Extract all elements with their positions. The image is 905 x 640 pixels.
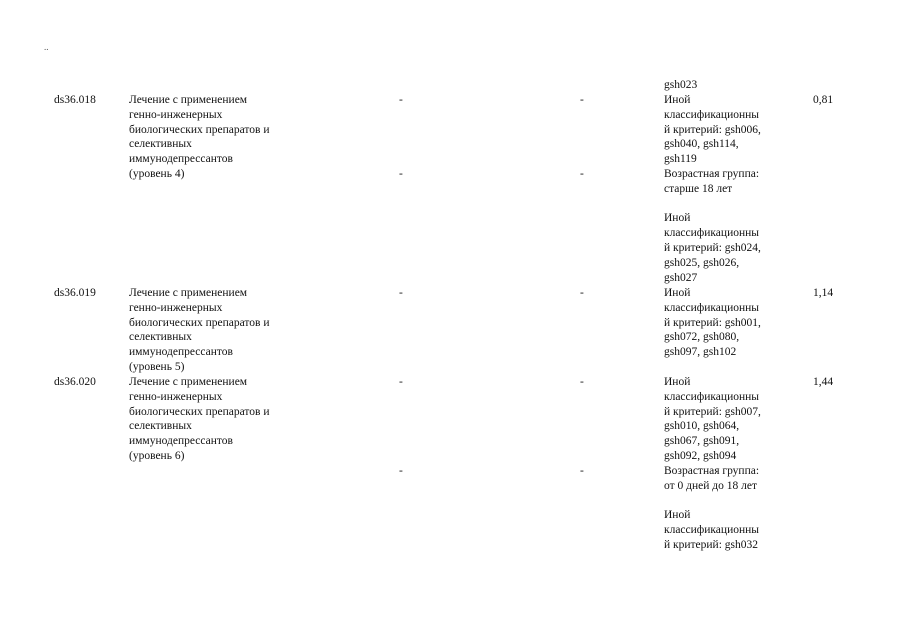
- row-code: ds36.018: [54, 94, 96, 106]
- page-header-mark: ..: [44, 42, 49, 52]
- subrow-col2: -: [580, 376, 584, 388]
- subrow-col1: -: [399, 376, 403, 388]
- subrow-criteria: Иной классификационны й критерий: gsh007, gsh010, gsh064, gsh067, gsh091, gsh092, gsh094: [664, 376, 761, 462]
- subrow-col2: -: [580, 287, 584, 299]
- row-coefficient: 1,44: [813, 376, 834, 388]
- subrow-col2: -: [580, 94, 584, 106]
- row-code: ds36.019: [54, 287, 96, 299]
- row-coefficient: 0,81: [813, 94, 834, 106]
- subrow-criteria: Возрастная группа: от 0 дней до 18 лет Иной классификационны й критерий: gsh032: [664, 465, 760, 551]
- row-name: Лечение с применением генно-инженерных биологических препаратов и селективных иммунодепрессантов (уровень 6): [129, 376, 270, 462]
- subrow-criteria: Иной классификационны й критерий: gsh006, gsh040, gsh114, gsh119: [664, 94, 761, 166]
- row-name: Лечение с применением генно-инженерных биологических препаратов и селективных иммунодепрессантов (уровень 5): [129, 287, 270, 373]
- criteria-continuation: gsh023: [664, 79, 698, 91]
- subrow-col1: -: [399, 287, 403, 299]
- subrow-criteria: Иной классификационны й критерий: gsh001, gsh072, gsh080, gsh097, gsh102: [664, 287, 761, 359]
- subrow-criteria: Возрастная группа: старше 18 лет Иной классификационны й критерий: gsh024, gsh025, gsh026, gsh027: [664, 168, 761, 284]
- subrow-col1: -: [399, 168, 403, 180]
- row-name: Лечение с применением генно-инженерных биологических препаратов и селективных иммунодепрессантов (уровень 4): [129, 94, 270, 180]
- row-code: ds36.020: [54, 376, 96, 388]
- subrow-col2: -: [580, 168, 584, 180]
- subrow-col2: -: [580, 465, 584, 477]
- subrow-col1: -: [399, 94, 403, 106]
- subrow-col1: -: [399, 465, 403, 477]
- row-coefficient: 1,14: [813, 287, 834, 299]
